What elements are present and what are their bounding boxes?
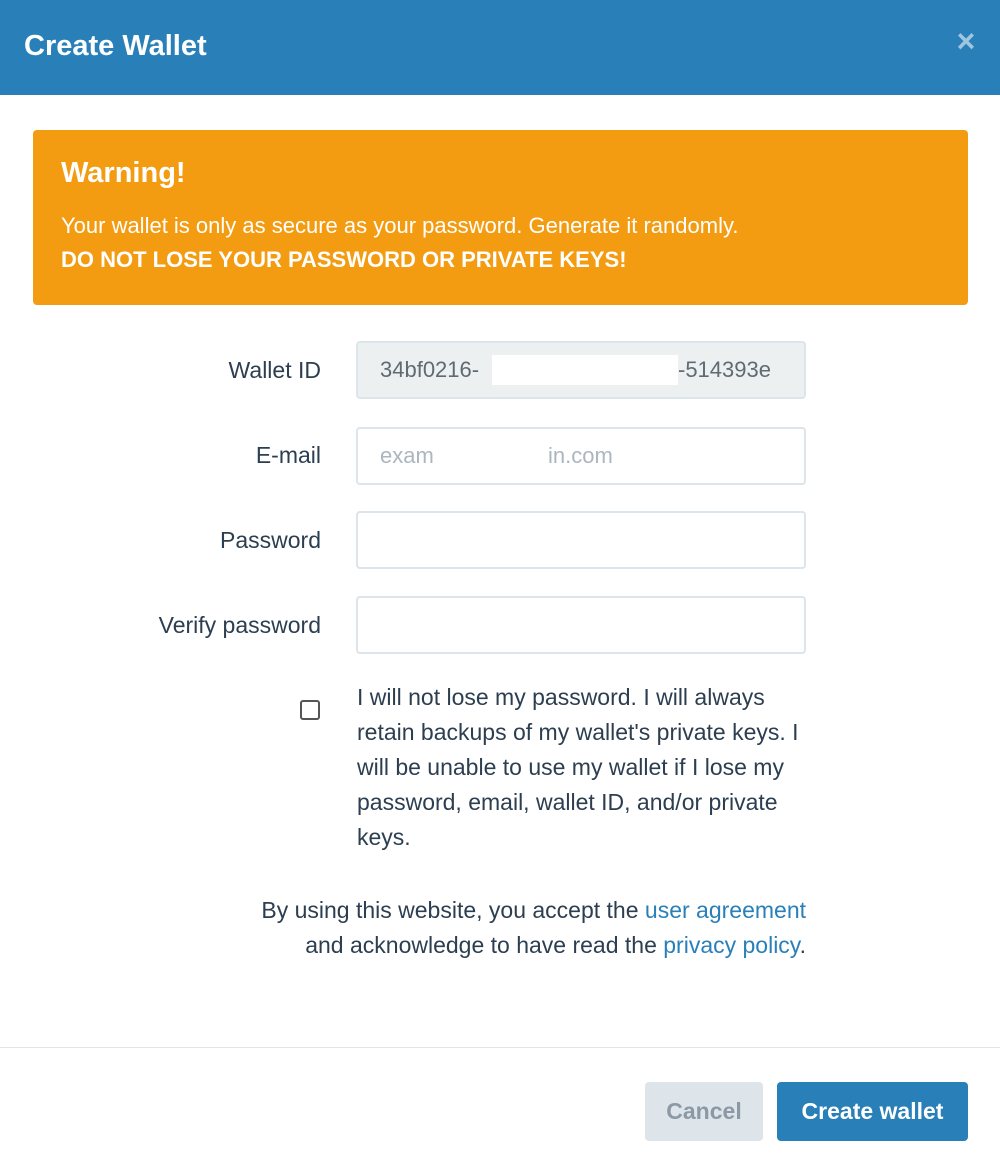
user-agreement-link[interactable]: user agreement [644,897,806,923]
footer-divider [0,1047,1000,1048]
wallet-id-label: Wallet ID [228,357,321,383]
verify-password-label: Verify password [158,612,321,638]
password-label: Password [220,527,321,553]
agreement-text-3: . [799,932,806,958]
warning-title: Warning! [61,157,186,189]
wallet-id-value-end: -514393e [678,357,771,382]
privacy-policy-link[interactable]: privacy policy [663,932,800,958]
cancel-button[interactable]: Cancel [645,1082,763,1141]
email-placeholder-start: exam [380,443,434,468]
acknowledge-text: I will not lose my password. I will always retain backups of my wallet's private keys. I will be unable to use my wallet if I lose my password, email, wallet ID, and/or private keys. [357,684,799,850]
redacted-wallet-id [492,355,678,385]
create-wallet-button[interactable]: Create wallet [777,1082,968,1141]
agreement-text-2: and acknowledge to have read the [305,932,664,958]
agreement-notice [186,893,806,963]
acknowledge-checkbox[interactable] [300,700,320,720]
email-label: E-mail [255,442,321,468]
verify-password-input[interactable] [356,596,806,654]
warning-emphasis: DO NOT LOSE YOUR PASSWORD OR PRIVATE KEYS! [61,247,627,272]
close-icon[interactable]: × [956,23,976,59]
wallet-id-value-start: 34bf0216- [380,357,480,382]
warning-message: Your wallet is only as secure as your password. Generate it randomly. [61,213,739,238]
warning-alert [33,130,968,305]
agreement-text-1: By using this website, you accept the [261,897,645,923]
modal-header [0,0,1000,95]
modal-title: Create Wallet [24,30,207,62]
email-input[interactable] [356,427,806,485]
email-placeholder-end: in.com [548,443,613,468]
password-input[interactable] [356,511,806,569]
